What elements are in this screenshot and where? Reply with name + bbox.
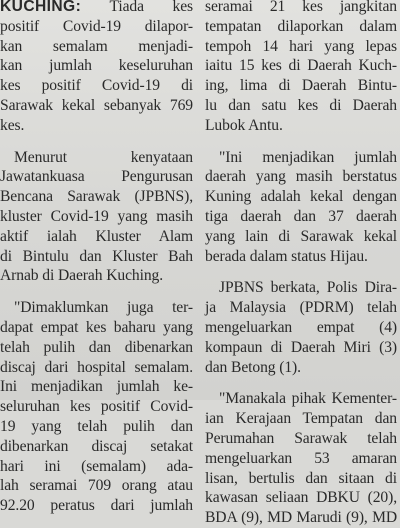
text-line: tempatan dilaporkan dalam	[205, 17, 397, 35]
text-line: ing, lima di Daerah Bintu-	[205, 77, 397, 95]
text-line: Bencana Sarawak (JPBNS),	[0, 188, 193, 206]
text-line: "Ini menjadikan jumlah	[219, 148, 397, 166]
text-line: telah pulih dan dibenarkan	[0, 338, 193, 356]
text-line: Lubok Antu.	[205, 116, 283, 134]
text-line: lah seramai 709 orang atau	[0, 477, 193, 495]
text-line: kes positif Covid-19 di	[0, 77, 193, 95]
paragraph-recovered	[0, 298, 193, 516]
text-line: Sarawak kekal sebanyak 769	[0, 96, 193, 114]
dateline: KUCHING:	[0, 0, 82, 15]
text-line: "Dimaklumkan juga ter-	[14, 299, 193, 317]
text-line: ian Kerajaan Tempatan dan	[205, 410, 397, 428]
text-line: seluruhan kes positif Covid-	[0, 398, 193, 416]
text-line: kawasan seliaan DBKU (20),	[205, 489, 397, 507]
text-line: hari ini (semalam) ada-	[0, 457, 193, 475]
text-line: Ini menjadikan jumlah ke-	[0, 378, 193, 396]
text-line: dapat empat kes baharu yang	[0, 318, 193, 336]
text-line: 19 yang telah pulih dan	[0, 417, 193, 435]
text-line: di Bintulu dan Kluster Bah	[0, 247, 193, 265]
text-line: kan semalam menjadi-	[0, 37, 193, 55]
text-line: mengeluarkan empat (4)	[205, 318, 397, 336]
text-line: dan Betong (1).	[205, 358, 301, 376]
text-line: Jawatankuasa Pengurusan	[0, 168, 193, 186]
paragraph-local-cases	[205, 0, 397, 136]
text-line: ja Malaysia (PDRM) telah	[205, 299, 397, 317]
text-line: kompaun di Daerah Miri (3)	[205, 338, 397, 356]
text-line: Tiada kes	[81, 0, 193, 15]
text-line: Perumahan Sarawak telah	[205, 429, 397, 447]
text-line: Menurut kenyataan	[14, 148, 193, 166]
text-line: lu dan satu kes di Daerah	[205, 96, 397, 114]
text-line: seramai 21 kes jangkitan	[205, 0, 397, 15]
paragraph-ministry-warnings	[205, 389, 397, 528]
text-line: mengeluarkan 53 amaran	[205, 449, 397, 467]
paragraph-dateline	[0, 0, 193, 136]
text-line: yang lain di Sarawak kekal	[205, 227, 397, 245]
text-line: lisan, bertulis dan sitaan di	[205, 469, 397, 487]
paragraph-pdrm-compounds	[205, 278, 397, 377]
text-line: BDA (9), MD Marudi (9), MD	[205, 509, 397, 527]
text-line: discaj dari hospital semalam.	[0, 358, 193, 376]
text-line: tiga daerah dan 37 daerah	[205, 207, 397, 225]
text-line: "Manakala pihak Kementer-	[219, 390, 397, 408]
paragraph-zone-status	[205, 148, 397, 267]
right-column	[205, 0, 397, 528]
text-line: kan jumlah keseluruhan	[0, 57, 193, 75]
text-line: kluster Covid-19 yang masih	[0, 207, 193, 225]
text-line: berada dalam status Hijau.	[205, 247, 368, 265]
text-line: Kuning adalah kekal dengan	[205, 188, 397, 206]
text-line: kes.	[0, 116, 25, 134]
paragraph-jpbns-clusters	[0, 148, 193, 287]
text-line: dibenarkan discaj setakat	[0, 437, 193, 455]
text-line: aktif ialah Kluster Alam	[0, 227, 193, 245]
text-line: Arnab di Daerah Kuching.	[0, 267, 164, 285]
text-line: JPBNS berkata, Polis Dira-	[219, 279, 397, 297]
text-line: daerah yang masih berstatus	[205, 168, 397, 186]
text-line: positif Covid-19 dilapor-	[0, 17, 193, 35]
text-line: tempoh 14 hari yang lepas	[205, 37, 397, 55]
text-line: 92.20 peratus dari jumlah	[0, 497, 193, 515]
text-line: iaitu 15 kes di Daerah Kuch-	[205, 57, 397, 75]
left-column	[0, 0, 193, 516]
